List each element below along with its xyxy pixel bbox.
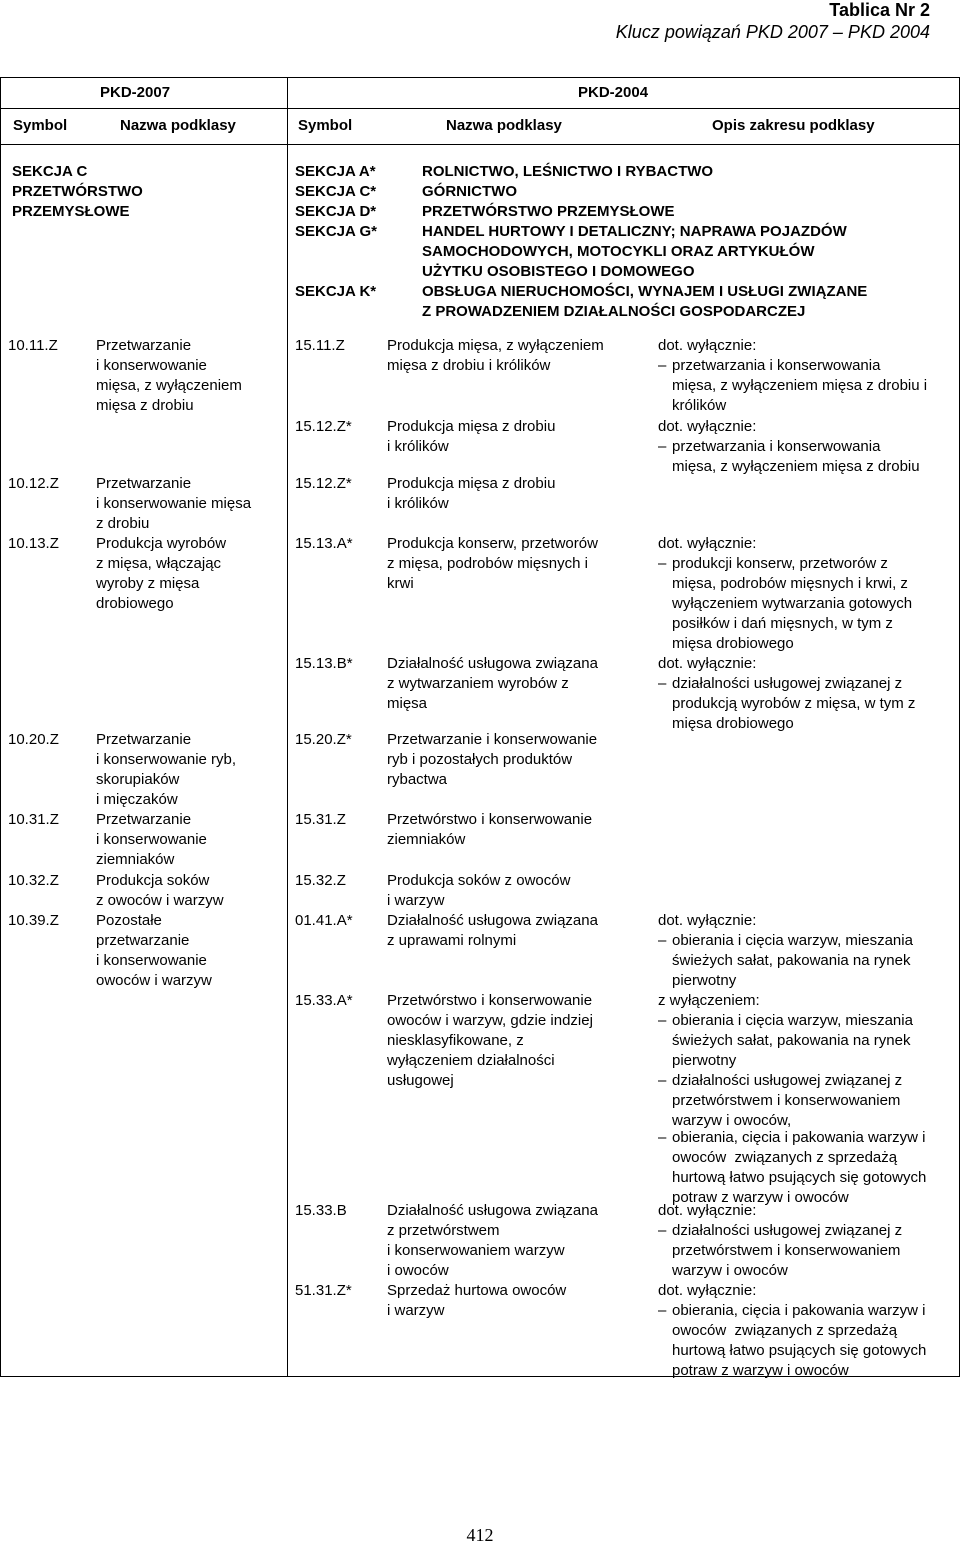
pkd2007-code: 10.31.Z (8, 811, 59, 828)
pkd2004-name: Przetwórstwo i konserwowanie ziemniaków (387, 811, 593, 848)
pkd2007-code: 10.13.Z (8, 535, 59, 552)
description-continuation: świeżych sałat, pakowania na rynek pierwotny (672, 1032, 911, 1069)
pkd2004-name: Przetwarzanie i konserwowanie ryb i pozostałych produktów rybactwa (387, 731, 598, 788)
description-item: – działalności usługowej związanej z (658, 1072, 903, 1089)
description-head: dot. wyłącznie: (658, 418, 757, 435)
pkd2007-name: Produkcja soków z owoców i warzyw (96, 872, 224, 909)
section-c-label: SEKCJA C PRZETWÓRSTWO PRZEMYSŁOWE (12, 163, 143, 220)
description-head: dot. wyłącznie: (658, 337, 757, 354)
pkd2004-code: 51.31.Z* (295, 1282, 352, 1299)
table-number: Tablica Nr 2 (829, 0, 930, 20)
dash-icon: – (658, 1222, 667, 1239)
dash-icon: – (658, 1302, 667, 1319)
description-item: – przetwarzania i konserwowania (658, 357, 881, 374)
dash-icon: – (658, 1129, 667, 1146)
pkd2004-code: 15.11.Z (295, 337, 345, 354)
table-left-border (0, 77, 1, 1377)
section-2004-names: ROLNICTWO, LEŚNICTWO I RYBACTWO GÓRNICTWO PRZETWÓRSTWO PRZEMYSŁOWE HANDEL HURTOWY I DETALICZNY; NAPRAWA POJAZDÓW SAMOCHODOWYCH, MOTOCYKLI ORAZ ARTYKUŁÓW UŻYTKU OSOBISTEGO I DOMOWEGO OBSŁUGA NIERUCHOMOŚCI, WYNAJEM I USŁUGI ZWIĄZANE Z PROWADZENIEM DZIAŁALNOŚCI GOSPODARCZEJ (422, 163, 868, 320)
header-symbol-2007: Symbol (13, 117, 68, 134)
pkd2004-code: 15.12.Z* (295, 475, 352, 492)
header-symbol-2004: Symbol (298, 117, 353, 134)
dash-icon: – (658, 1072, 667, 1089)
description-continuation: owoców związanych z sprzedażą hurtową łatwo psujących się gotowych potraw z warzyw i owoców (672, 1322, 927, 1379)
pkd2004-name: Produkcja mięsa z drobiu i królików (387, 475, 556, 512)
dash-icon: – (658, 1012, 667, 1029)
table-top-border (0, 77, 960, 78)
description-item: – obierania, cięcia i pakowania warzyw i (658, 1129, 926, 1146)
pkd2004-code: 15.20.Z* (295, 731, 352, 748)
pkd2004-name: Produkcja mięsa, z wyłączeniem mięsa z drobiu i królików (387, 337, 604, 374)
header-pkd2004: PKD-2004 (578, 84, 649, 101)
table-subtitle: Klucz powiązań PKD 2007 – PKD 2004 (615, 22, 930, 42)
pkd2004-name: Przetwórstwo i konserwowanie owoców i warzyw, gdzie indziej niesklasyfikowane, z wyłączeniem działalności usługowej (387, 992, 593, 1089)
description-continuation: mięsa, z wyłączeniem mięsa z drobiu i królików (672, 377, 928, 414)
dash-icon: – (658, 555, 667, 572)
pkd2004-code: 15.33.A* (295, 992, 353, 1009)
description-item: – produkcji konserw, przetworów z (658, 555, 888, 572)
header-pkd2007: PKD-2007 (100, 84, 171, 101)
description-continuation: mięsa, podrobów mięsnych i krwi, z wyłączeniem wytwarzania gotowych posiłków i dań mięsnych, w tym z mięsa drobiowego (672, 575, 913, 652)
dash-icon: – (658, 357, 667, 374)
pkd2004-name: Produkcja konserw, przetworów z mięsa, podrobów mięsnych i krwi (387, 535, 598, 592)
description-head: dot. wyłącznie: (658, 655, 757, 672)
description-item: – obierania, cięcia i pakowania warzyw i (658, 1302, 926, 1319)
pkd2007-code: 10.11.Z (8, 337, 58, 354)
description-continuation: przetwórstwem i konserwowaniem warzyw i owoców, (672, 1092, 901, 1129)
pkd2007-name: Przetwarzanie i konserwowanie mięsa z drobiu (96, 475, 252, 532)
pkd2004-code: 15.33.B (295, 1202, 347, 1219)
description-continuation: produkcją wyrobów z mięsa, w tym z mięsa drobiowego (672, 695, 916, 732)
description-head: z wyłączeniem: (658, 992, 760, 1009)
description-head: dot. wyłącznie: (658, 912, 757, 929)
description-item: – przetwarzania i konserwowania (658, 438, 881, 455)
pkd2004-name: Działalność usługowa związana z uprawami rolnymi (387, 912, 598, 949)
pkd2004-code: 01.41.A* (295, 912, 353, 929)
pkd2007-code: 10.32.Z (8, 872, 59, 889)
description-continuation: przetwórstwem i konserwowaniem warzyw i owoców (672, 1242, 901, 1279)
dash-icon: – (658, 932, 667, 949)
description-continuation: owoców związanych z sprzedażą hurtową łatwo psujących się gotowych potraw z warzyw i owoców (672, 1149, 927, 1206)
header-description: Opis zakresu podklasy (712, 117, 875, 134)
description-item: – obierania i cięcia warzyw, mieszania (658, 1012, 913, 1029)
pkd2004-name: Produkcja mięsa z drobiu i królików (387, 418, 556, 455)
description-continuation: świeżych sałat, pakowania na rynek pierwotny (672, 952, 911, 989)
pkd2004-name: Produkcja soków z owoców i warzyw (387, 872, 571, 909)
description-item: – działalności usługowej związanej z (658, 1222, 903, 1239)
pkd2007-code: 10.39.Z (8, 912, 59, 929)
column-divider (287, 77, 288, 1377)
header-name-2007: Nazwa podklasy (120, 117, 236, 134)
description-head: dot. wyłącznie: (658, 1282, 757, 1299)
section-2004-codes: SEKCJA A* SEKCJA C* SEKCJA D* SEKCJA G* SEKCJA K* (295, 163, 377, 300)
pkd2004-code: 15.13.B* (295, 655, 353, 672)
description-item: – działalności usługowej związanej z (658, 675, 903, 692)
pkd2004-name: Sprzedaż hurtowa owoców i warzyw (387, 1282, 567, 1319)
description-head: dot. wyłącznie: (658, 1202, 757, 1219)
pkd2004-code: 15.13.A* (295, 535, 353, 552)
dash-icon: – (658, 675, 667, 692)
dash-icon: – (658, 438, 667, 455)
pkd2007-name: Pozostałe przetwarzanie i konserwowanie owoców i warzyw (96, 912, 212, 989)
header-divider (0, 108, 960, 109)
pkd2007-name: Przetwarzanie i konserwowanie mięsa, z wyłączeniem mięsa z drobiu (96, 337, 242, 414)
pkd2004-name: Działalność usługowa związana z przetwórstwem i konserwowaniem warzyw i owoców (387, 1202, 598, 1279)
description-head: dot. wyłącznie: (658, 535, 757, 552)
pkd2004-code: 15.12.Z* (295, 418, 352, 435)
pkd2004-code: 15.31.Z (295, 811, 346, 828)
pkd2007-name: Przetwarzanie i konserwowanie ziemniaków (96, 811, 207, 868)
pkd2004-name: Działalność usługowa związana z wytwarzaniem wyrobów z mięsa (387, 655, 598, 712)
description-continuation: mięsa, z wyłączeniem mięsa z drobiu (672, 458, 920, 475)
pkd2007-name: Przetwarzanie i konserwowanie ryb, skorupiaków i mięczaków (96, 731, 237, 808)
pkd2004-code: 15.32.Z (295, 872, 346, 889)
pkd2007-code: 10.12.Z (8, 475, 59, 492)
page-number: 412 (466, 1525, 494, 1545)
pkd2007-code: 10.20.Z (8, 731, 59, 748)
header-name-2004: Nazwa podklasy (446, 117, 562, 134)
subheader-divider (0, 144, 960, 145)
description-item: – obierania i cięcia warzyw, mieszania (658, 932, 913, 949)
pkd2007-name: Produkcja wyrobów z mięsa, włączając wyroby z mięsa drobiowego (96, 535, 227, 612)
